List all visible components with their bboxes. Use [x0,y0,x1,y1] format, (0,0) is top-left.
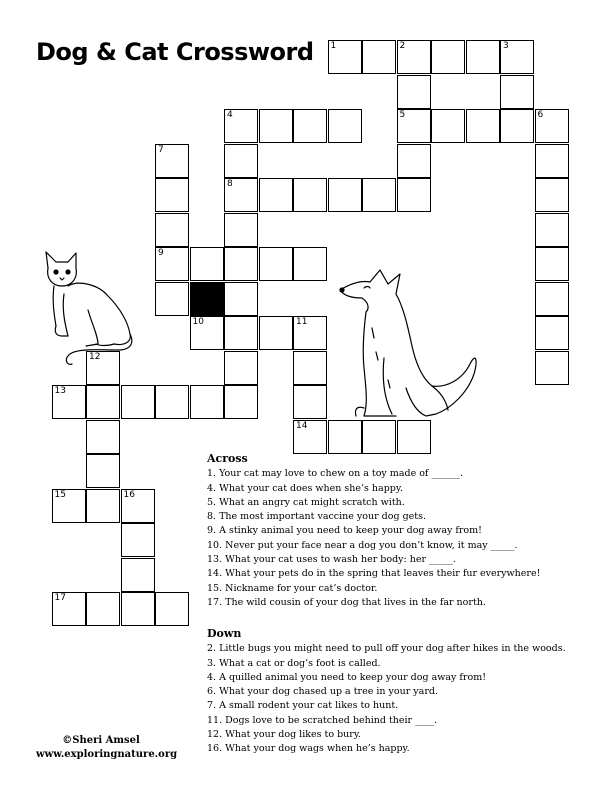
across-clue: 14. What your pets do in the spring that leaves their fur everywhere! [207,568,541,580]
crossword-cell[interactable] [328,109,362,143]
crossword-cell[interactable] [190,247,224,281]
crossword-cell[interactable] [293,351,327,385]
down-clue: 3. What a cat or dog’s foot is called. [207,657,381,669]
crossword-cell[interactable] [397,40,431,74]
across-clue: 13. What your cat uses to wash her body: her _____. [207,554,456,566]
crossword-cell[interactable] [535,316,569,350]
crossword-cell[interactable] [155,247,189,281]
down-clue: 12. What your dog likes to bury. [207,729,361,741]
crossword-cell[interactable] [190,316,224,350]
clue-number: 17 [54,593,66,603]
clue-number: 9 [158,248,164,258]
crossword-cell[interactable] [121,558,155,592]
crossword-cell[interactable] [535,247,569,281]
crossword-cell[interactable] [535,109,569,143]
crossword-cell[interactable] [259,247,293,281]
clue-number: 1 [330,41,337,51]
across-heading: Across [207,452,248,465]
crossword-cell[interactable] [293,316,327,350]
cat-illustration [38,250,138,370]
crossword-cell[interactable] [535,178,569,212]
crossword-cell[interactable] [224,178,258,212]
crossword-cell[interactable] [362,178,396,212]
crossword-black-cell [190,282,224,316]
crossword-cell[interactable] [328,178,362,212]
clue-number: 11 [296,317,308,327]
across-clue: 5. What an angry cat might scratch with. [207,496,405,508]
crossword-cell[interactable] [121,489,155,523]
crossword-cell[interactable] [121,592,155,626]
crossword-cell[interactable] [224,109,258,143]
crossword-cell[interactable] [52,385,86,419]
crossword-cell[interactable] [224,247,258,281]
across-clue: 10. Never put your face near a dog you don’t know, it may _____. [207,539,518,551]
crossword-cell[interactable] [466,40,500,74]
crossword-cell[interactable] [224,316,258,350]
clue-number: 7 [158,144,164,155]
crossword-cell[interactable] [293,247,327,281]
clue-number: 13 [54,386,66,396]
clue-number: 2 [399,41,406,51]
across-clue: 9. A stinky animal you need to keep your dog away from! [207,525,482,537]
crossword-cell[interactable] [466,109,500,143]
crossword-cell[interactable] [293,385,327,419]
credit-site: www.exploringnature.org [36,749,178,760]
crossword-cell[interactable] [224,144,258,178]
down-clue: 4. A quilled animal you need to keep your dog away from! [207,671,487,683]
crossword-cell[interactable] [362,40,396,74]
crossword-cell[interactable] [86,385,120,419]
clue-number: 12 [89,351,101,362]
down-clue: 7. A small rodent your cat likes to hunt. [207,700,399,712]
crossword-cell[interactable] [155,178,189,212]
crossword-cell[interactable] [224,213,258,247]
crossword-cell[interactable] [535,144,569,178]
crossword-cell[interactable] [259,316,293,350]
crossword-cell[interactable] [224,351,258,385]
clue-number: 14 [296,420,308,431]
crossword-cell[interactable] [397,178,431,212]
crossword-cell[interactable] [155,282,189,316]
page-title: Dog & Cat Crossword [36,38,314,66]
across-clue: 15. Nickname for your cat’s doctor. [207,582,378,594]
clue-number: 15 [54,489,66,500]
crossword-cell[interactable] [431,109,465,143]
crossword-cell[interactable] [86,420,120,454]
crossword-cell[interactable] [397,75,431,109]
clue-number: 16 [123,489,135,500]
down-heading: Down [207,627,242,640]
credit-author: ©Sheri Amsel [62,735,140,746]
crossword-cell[interactable] [86,489,120,523]
crossword-cell[interactable] [155,592,189,626]
crossword-cell[interactable] [397,109,431,143]
crossword-cell[interactable] [52,592,86,626]
crossword-cell[interactable] [293,178,327,212]
down-clue: 16. What your dog wags when he’s happy. [207,743,410,755]
across-clue: 1. Your cat may love to chew on a toy made of ______. [207,468,463,480]
across-clue: 17. The wild cousin of your dog that lives in the far north. [207,596,486,608]
clue-number: 6 [537,110,544,120]
crossword-cell[interactable] [535,213,569,247]
crossword-cell[interactable] [397,144,431,178]
crossword-cell[interactable] [86,454,120,488]
crossword-cell[interactable] [328,40,362,74]
across-clue: 8. The most important vaccine your dog gets. [207,511,427,523]
crossword-cell[interactable] [224,385,258,419]
down-clues [207,627,566,757]
clue-number: 5 [399,110,406,120]
crossword-cell[interactable] [500,109,534,143]
dog-illustration [336,268,496,428]
crossword-cell[interactable] [155,213,189,247]
crossword-cell[interactable] [535,351,569,385]
crossword-cell[interactable] [293,109,327,143]
crossword-cell[interactable] [121,523,155,557]
crossword-cell[interactable] [155,385,189,419]
down-clue: 11. Dogs love to be scratched behind their ____. [207,714,438,726]
clue-number: 4 [227,110,233,120]
crossword-cell[interactable] [259,109,293,143]
crossword-cell[interactable] [535,282,569,316]
crossword-cell[interactable] [431,40,465,74]
crossword-cell[interactable] [155,144,189,178]
crossword-cell[interactable] [190,385,224,419]
clue-number: 3 [503,41,509,51]
crossword-cell[interactable] [86,592,120,626]
crossword-cell[interactable] [500,40,534,74]
clue-number: 8 [227,179,233,189]
crossword-cell[interactable] [293,420,327,454]
crossword-cell[interactable] [224,282,258,316]
crossword-cell[interactable] [500,75,534,109]
down-clue: 6. What your dog chased up a tree in your yard. [207,686,438,698]
crossword-cell[interactable] [121,385,155,419]
crossword-cell[interactable] [259,178,293,212]
crossword-cell[interactable] [52,489,86,523]
across-clues [207,452,540,610]
clue-number: 10 [192,317,204,327]
down-clue: 2. Little bugs you might need to pull off your dog after hikes in the woods. [207,643,566,655]
across-clue: 4. What your cat does when she’s happy. [207,482,403,494]
credit [36,734,178,762]
